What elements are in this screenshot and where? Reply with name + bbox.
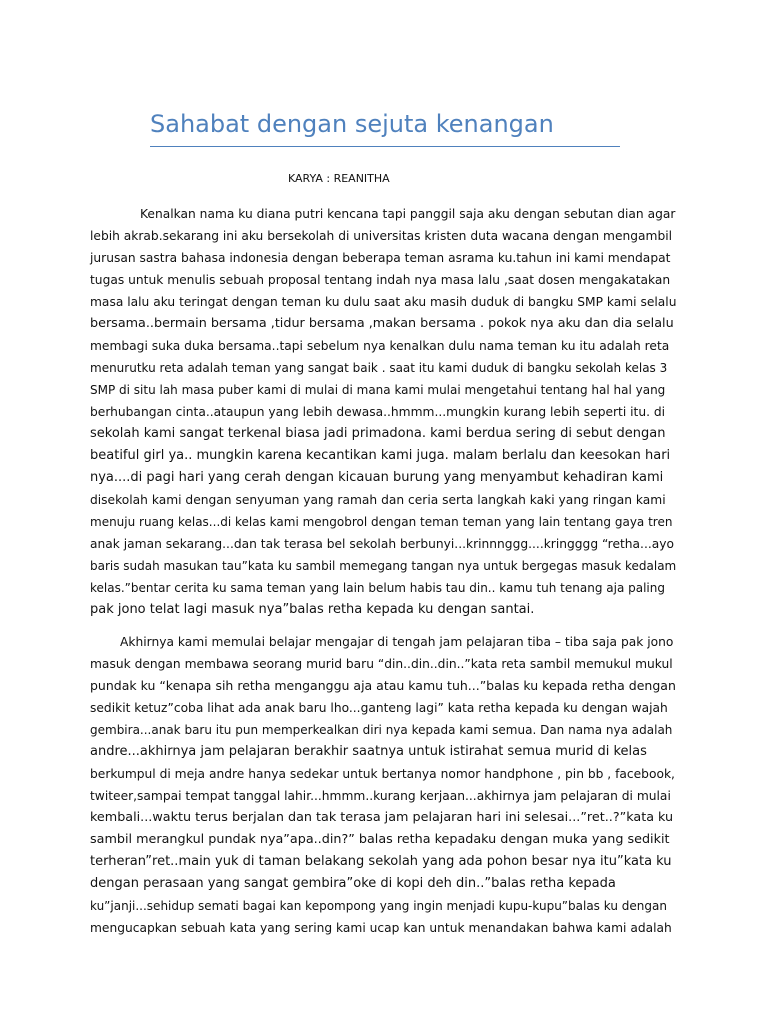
paragraph-1-line: bersama..bermain bersama ,tidur bersama ,makan bersama . pokok nya aku dan dia selalu (90, 316, 674, 331)
paragraph-1-line: anak jaman sekarang...dan tak terasa bel sekolah berbunyi...krinnnggg....kringggg “retha...ayo (90, 537, 674, 551)
document-title: Sahabat dengan sejuta kenangan (150, 104, 620, 147)
paragraph-2-line: twiteer,sampai tempat tanggal lahir...hmmm..kurang kerjaan...akhirnya jam pelajaran di mulai (90, 789, 671, 803)
paragraph-2-line: mengucapkan sebuah kata yang sering kami ucap kan untuk menandakan bahwa kami adalah (90, 921, 672, 935)
paragraph-1-line: masa lalu aku teringat dengan teman ku dulu saat aku masih duduk di bangku SMP kami selalu (90, 295, 677, 309)
paragraph-1-line: sekolah kami sangat terkenal biasa jadi primadona. kami berdua sering di sebut dengan (90, 426, 666, 441)
paragraph-2-line: berkumpul di meja andre hanya sedekar untuk bertanya nomor handphone , pin bb , facebook, (90, 767, 675, 781)
paragraph-1-line: pak jono telat lagi masuk nya”balas retha kepada ku dengan santai. (90, 602, 535, 617)
paragraph-1-line: kelas.”bentar cerita ku sama teman yang lain belum habis tau din.. kamu tuh tenang aja paling (90, 581, 665, 595)
paragraph-1-line: nya....di pagi hari yang cerah dengan kicauan burung yang menyambut kehadiran kami (90, 470, 664, 485)
paragraph-2-line: masuk dengan membawa seorang murid baru “din..din..din..”kata reta sambil memukul mukul (90, 657, 673, 671)
paragraph-1-line: berhubangan cinta..ataupun yang lebih dewasa..hmmm...mungkin kurang lebih seperti itu. di (90, 405, 666, 419)
author-line: KARYA : REANITHA (288, 172, 390, 185)
paragraph-1-line: Kenalkan nama ku diana putri kencana tapi panggil saja aku dengan sebutan dian agar (140, 207, 676, 221)
paragraph-1-line: membagi suka duka bersama..tapi sebelum nya kenalkan dulu nama teman ku itu adalah reta (90, 339, 670, 353)
paragraph-1-line: baris sudah masukan tau”kata ku sambil memegang tangan nya untuk bergegas masuk kedalam (90, 559, 677, 573)
paragraph-2-line: terheran”ret..main yuk di taman belakang sekolah yang ada pohon besar nya itu”kata ku (90, 854, 672, 869)
paragraph-1-line: lebih akrab.sekarang ini aku bersekolah di universitas kristen duta wacana dengan mengambil (90, 229, 673, 243)
paragraph-2-line: ku”janji...sehidup semati bagai kan kepompong yang ingin menjadi kupu-kupu”balas ku dengan (90, 899, 667, 913)
paragraph-1-line: menuju ruang kelas...di kelas kami mengobrol dengan teman teman yang lain tentang gaya tren (90, 515, 673, 529)
paragraph-1-line: tugas untuk menulis sebuah proposal tentang indah nya masa lalu ,saat dosen mengakatakan (90, 273, 671, 287)
paragraph-1-line: disekolah kami dengan senyuman yang ramah dan ceria serta langkah kaki yang ringan kami (90, 493, 666, 507)
paragraph-2-line: Akhirnya kami memulai belajar mengajar di tengah jam pelajaran tiba – tiba saja pak jono (120, 635, 674, 649)
paragraph-2-line: sambil merangkul pundak nya”apa..din?” balas retha kepadaku dengan muka yang sedikit (90, 832, 670, 847)
paragraph-2-line: pundak ku “kenapa sih retha menganggu aja atau kamu tuh...”balas ku kepada retha dengan (90, 678, 676, 693)
paragraph-2-line: sedikit ketuz”coba lihat ada anak baru lho...ganteng lagi” kata retha kepada ku dengan wajah (90, 701, 668, 715)
paragraph-2-line: kembali...waktu terus berjalan dan tak terasa jam pelajaran hari ini selesai...”ret..?”kata ku (90, 810, 674, 825)
paragraph-1-line: SMP di situ lah masa puber kami di mulai di mana kami mulai mengetahui tentang hal hal yang (90, 383, 666, 397)
paragraph-1-line: jurusan sastra bahasa indonesia dengan beberapa teman asrama ku.tahun ini kami mendapat (90, 251, 671, 265)
paragraph-2-line: dengan perasaan yang sangat gembira”oke di kopi deh din..”balas retha kepada (90, 876, 616, 891)
paragraph-2-line: gembira...anak baru itu pun memperkealkan diri nya kepada kami semua. Dan nama nya adalah (90, 723, 673, 737)
paragraph-2-line: andre...akhirnya jam pelajaran berakhir saatnya untuk istirahat semua murid di kelas (90, 744, 647, 759)
paragraph-1-line: beatiful girl ya.. mungkin karena kecantikan kami juga. malam berlalu dan keesokan hari (90, 448, 671, 463)
paragraph-1-line: menurutku reta adalah teman yang sangat baik . saat itu kami duduk di bangku sekolah kelas 3 (90, 361, 668, 375)
